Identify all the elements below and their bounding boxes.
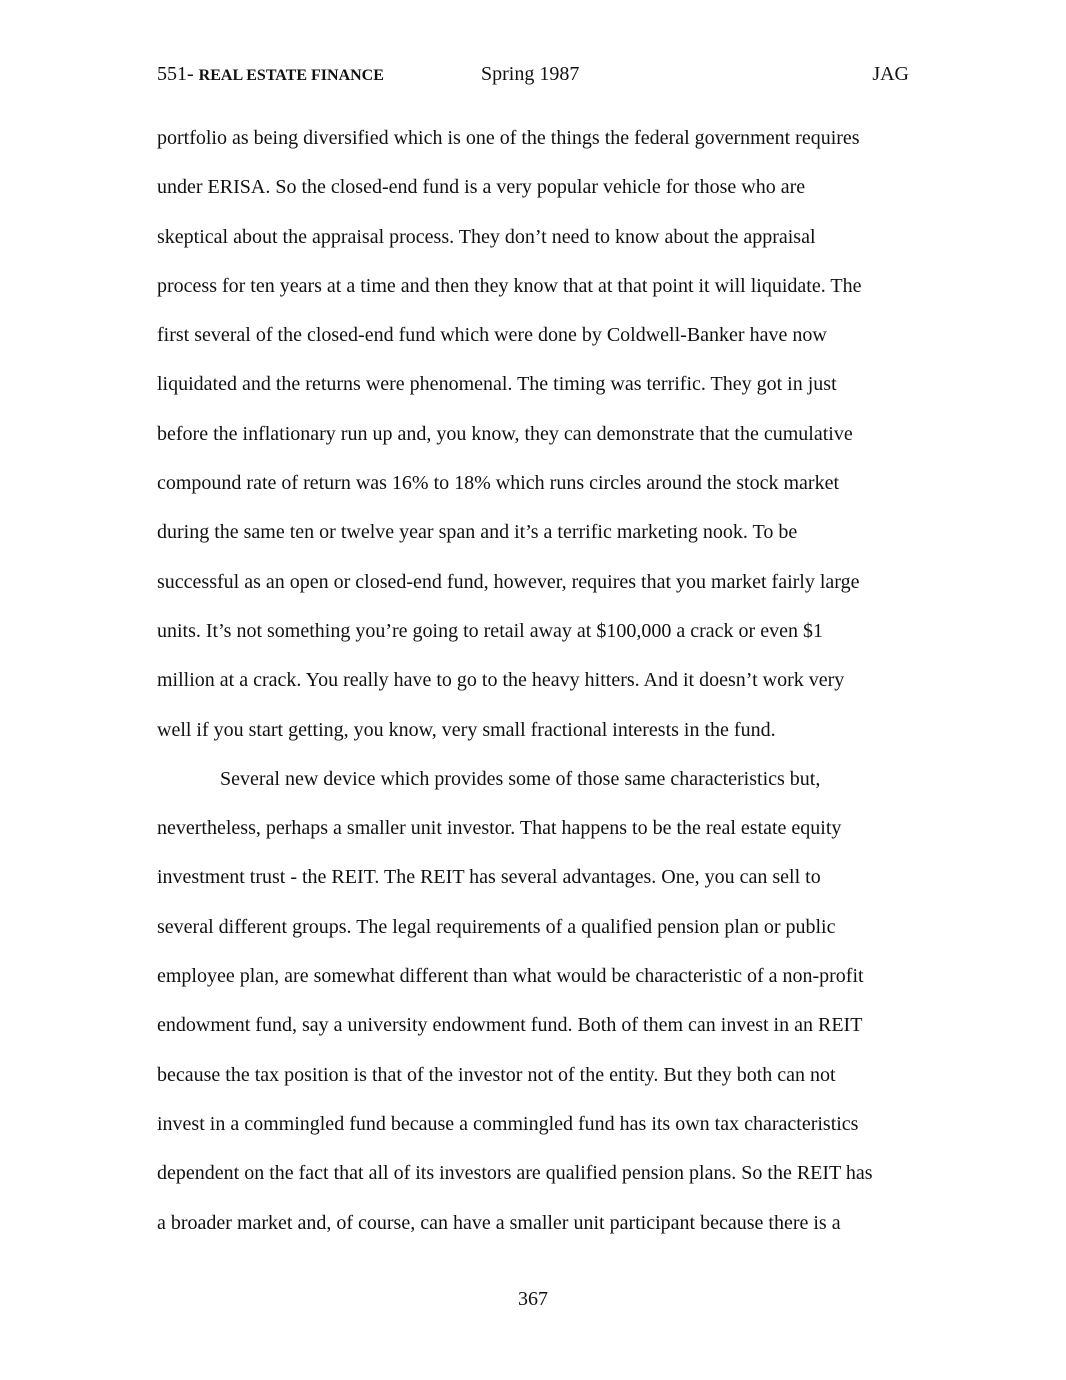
paragraph-start-line: Several new device which provides some of those same characteristics but,	[220, 767, 821, 790]
text-line: because the tax position is that of the investor not of the entity. But they both can not	[157, 1063, 836, 1086]
text-line: well if you start getting, you know, very small fractional interests in the fund.	[157, 718, 776, 741]
text-line: process for ten years at a time and then they know that at that point it will liquidate. The	[157, 274, 862, 297]
text-line: skeptical about the appraisal process. They don’t need to know about the appraisal	[157, 225, 816, 248]
text-line: before the inflationary run up and, you know, they can demonstrate that the cumulative	[157, 422, 853, 445]
author-initials: JAG	[872, 63, 909, 85]
course-title: REAL ESTATE FINANCE	[198, 67, 384, 84]
text-line: during the same ten or twelve year span and it’s a terrific marketing nook. To be	[157, 521, 798, 544]
text-line: liquidated and the returns were phenomenal. The timing was terrific. They got in just	[157, 373, 837, 396]
text-line: units. It’s not something you’re going to retail away at $100,000 a crack or even $1	[157, 619, 823, 642]
page-header	[157, 63, 909, 91]
text-line: a broader market and, of course, can have a smaller unit participant because there is a	[157, 1211, 841, 1234]
text-line: investment trust - the REIT. The REIT has several advantages. One, you can sell to	[157, 866, 821, 889]
text-line: compound rate of return was 16% to 18% which runs circles around the stock market	[157, 472, 840, 495]
term: Spring 1987	[481, 63, 580, 85]
page-number: 367	[518, 1288, 548, 1310]
course-heading	[157, 63, 384, 86]
text-line: invest in a commingled fund because a commingled fund has its own tax characteristics	[157, 1112, 859, 1135]
text-line: nevertheless, perhaps a smaller unit investor. That happens to be the real estate equity	[157, 817, 842, 840]
course-number: 551-	[157, 63, 199, 85]
body-text	[157, 114, 917, 1248]
text-line: endowment fund, say a university endowment fund. Both of them can invest in an REIT	[157, 1014, 863, 1037]
text-line: first several of the closed-end fund which were done by Coldwell-Banker have now	[157, 324, 827, 347]
text-line: employee plan, are somewhat different than what would be characteristic of a non-profit	[157, 965, 864, 988]
text-line: dependent on the fact that all of its investors are qualified pension plans. So the REIT has	[157, 1162, 873, 1185]
text-line: million at a crack. You really have to go to the heavy hitters. And it doesn’t work very	[157, 669, 845, 692]
text-line: portfolio as being diversified which is one of the things the federal government requires	[157, 127, 860, 149]
text-line: under ERISA. So the closed-end fund is a very popular vehicle for those who are	[157, 176, 806, 199]
text-line: successful as an open or closed-end fund, however, requires that you market fairly large	[157, 570, 860, 593]
text-line: several different groups. The legal requirements of a qualified pension plan or public	[157, 915, 836, 938]
